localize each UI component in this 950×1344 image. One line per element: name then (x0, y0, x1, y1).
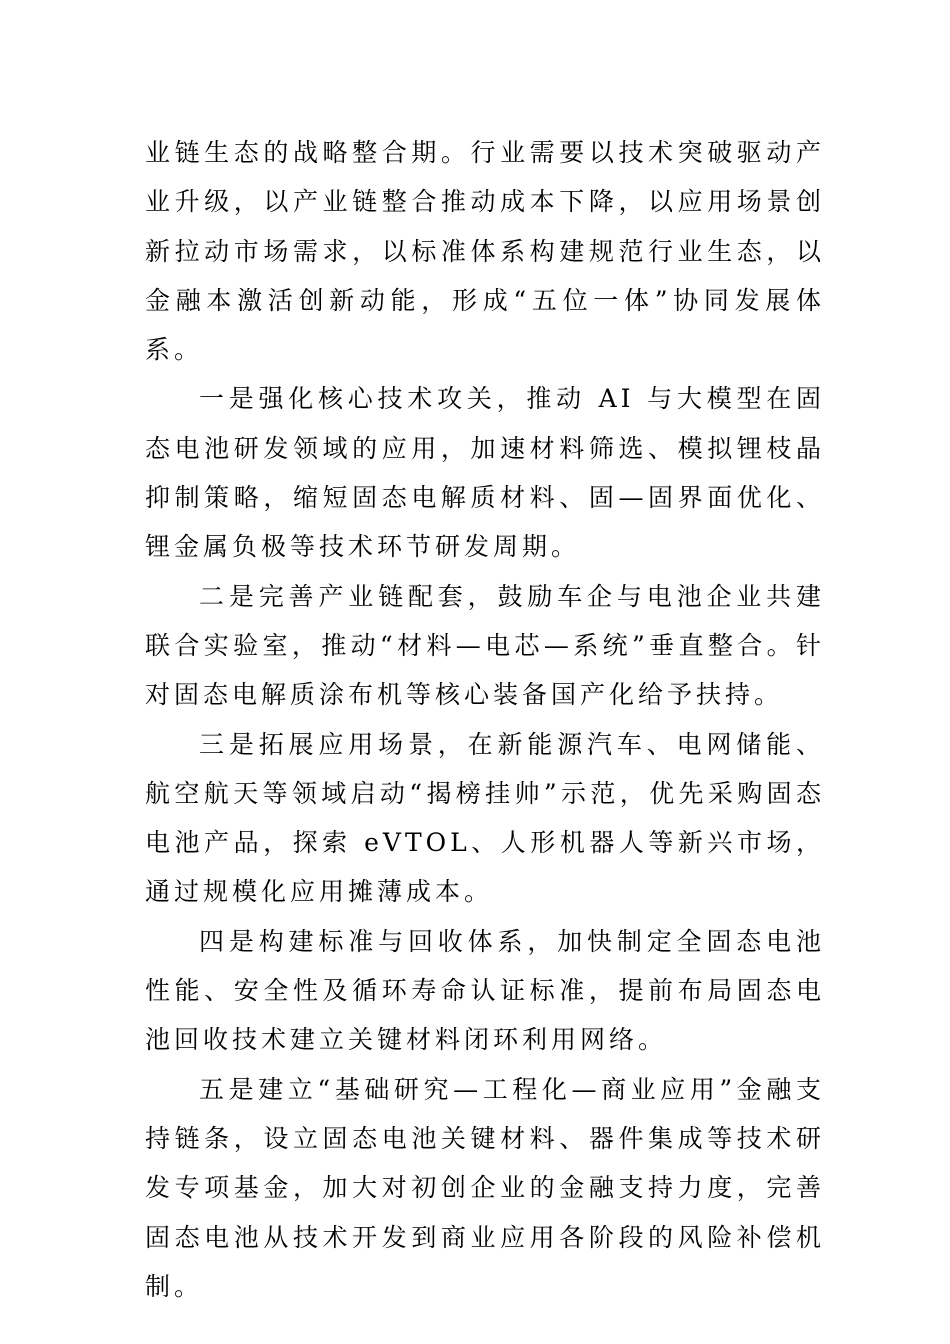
paragraph-point-two: 二是完善产业链配套，鼓励车企与电池企业共建联合实验室，推动“材料—电芯—系统”垂直整合。针对固态电解质涂布机等核心装备国产化给予扶持。 (145, 581, 825, 710)
paragraph-point-three: 三是拓展应用场景，在新能源汽车、电网储能、航空航天等领域启动“揭榜挂帅”示范，优先采购固态电池产品，探索 eVTOL、人形机器人等新兴市场，通过规模化应用摊薄成本。 (145, 729, 825, 907)
document-body (145, 128, 825, 1311)
paragraph-point-five: 五是建立“基础研究—工程化—商业应用”金融支持链条，设立固态电池关键材料、器件集成等技术研发专项基金，加大对初创企业的金融支持力度，完善固态电池从技术开发到商业应用各阶段的风险补偿机制。 (145, 1074, 825, 1301)
paragraph-point-four: 四是构建标准与回收体系，加快制定全固态电池性能、安全性及循环寿命认证标准，提前布局固态电池回收技术建立关键材料闭环利用网络。 (145, 926, 825, 1055)
paragraph-point-one: 一是强化核心技术攻关，推动 AI 与大模型在固态电池研发领域的应用，加速材料筛选、模拟锂枝晶抑制策略，缩短固态电解质材料、固—固界面优化、锂金属负极等技术环节研发周期。 (145, 384, 825, 562)
paragraph-continuation: 业链生态的战略整合期。行业需要以技术突破驱动产业升级，以产业链整合推动成本下降，以应用场景创新拉动市场需求，以标准体系构建规范行业生态，以金融本激活创新动能，形成“五位一体”协同发展体系。 (145, 138, 825, 365)
